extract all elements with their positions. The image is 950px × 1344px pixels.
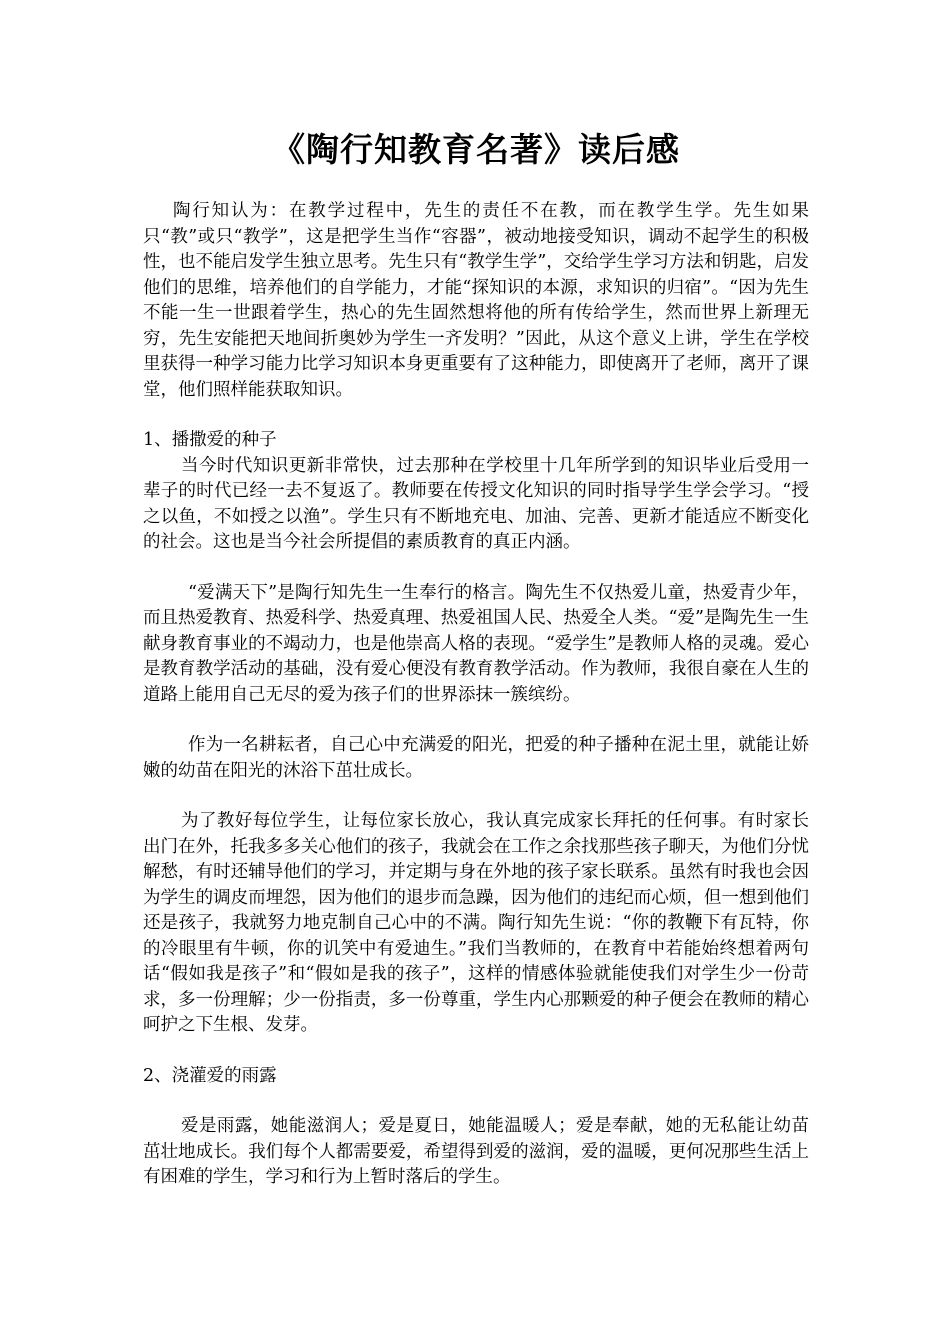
section1-paragraph-2: “爱满天下”是陶行知先生一生奉行的格言。陶先生不仅热爱儿童，热爱青少年，而且热爱教育、热爱科学、热爱真理、热爱祖国人民、热爱全人类。“爱”是陶先生一生献身教育事业的不竭动力，也是他崇高人格的表现。“爱学生”是教师人格的灵魂。爱心是教育教学活动的基础，没有爱心便没有教育教学活动。作为教师，我很自豪在人生的道路上能用自己无尽的爱为孩子们的世界添抹一簇缤纷。	[143, 582, 809, 705]
document-body	[143, 125, 809, 1191]
section1-paragraph-1: 当今时代知识更新非常快，过去那种在学校里十几年所学到的知识毕业后受用一辈子的时代已经一去不复返了。教师要在传授文化知识的同时指导学生学会学习。“授之以鱼，不如授之以渔”。学生只有不断地充电、加油、完善、更新才能适应不断变化的社会。这也是当今社会所提倡的素质教育的真正内涵。	[143, 455, 809, 552]
intro-paragraph: 陶行知认为：在教学过程中，先生的责任不在教，而在教学生学。先生如果只“教”或只“教学”，这是把学生当作“容器”，被动地接受知识，调动不起学生的积极性，也不能启发学生独立思考。先生只有“教学生学”，交给学生学习方法和钥匙，启发他们的思维，培养他们的自学能力，才能“探知识的本源，求知识的归宿”。“因为先生不能一生一世跟着学生，热心的先生固然想将他的所有传给学生，然而世界上新理无穷，先生安能把天地间折奥妙为学生一齐发明？”因此，从这个意义上讲，学生在学校里获得一种学习能力比学习知识本身更重要有了这种能力，即使离开了老师，离开了课堂，他们照样能获取知识。	[143, 201, 809, 400]
section-heading-1: 1、播撒爱的种子	[143, 430, 277, 450]
section2-paragraph-1: 爱是雨露，她能滋润人；爱是夏日，她能温暖人；爱是奉献，她的无私能让幼苗茁壮地成长。我们每个人都需要爱，希望得到爱的滋润，爱的温暖，更何况那些生活上有困难的学生，学习和行为上暂时落后的学生。	[143, 1116, 809, 1187]
section-heading-2: 2、浇灌爱的雨露	[143, 1065, 277, 1086]
spacer	[143, 403, 809, 428]
spacer	[143, 1039, 809, 1064]
spacer	[143, 708, 809, 733]
spacer	[143, 784, 809, 809]
section1-paragraph-3: 作为一名耕耘者，自己心中充满爱的阳光，把爱的种子播种在泥土里，就能让娇嫩的幼苗在阳光的沐浴下茁壮成长。	[143, 735, 809, 781]
document-title: 《陶行知教育名著》读后感	[272, 130, 680, 169]
section1-paragraph-4: 为了教好每位学生，让每位家长放心，我认真完成家长拜托的任何事。有时家长出门在外，托我多多关心他们的孩子，我就会在工作之余找那些孩子聊天，为他们分忧解愁，有时还辅导他们的学习，并定期与身在外地的孩子家长联系。虽然有时我也会因为学生的调皮而埋怨，因为他们的退步而急躁，因为他们的违纪而心烦，但一想到他们还是孩子，我就努力地克制自己心中的不满。陶行知先生说：“你的教鞭下有瓦特，你的冷眼里有牛顿，你的讥笑中有爱迪生。”我们当教师的，在教育中若能始终想着两句话“假如我是孩子”和“假如是我的孩子”，这样的情感体验就能使我们对学生少一份苛求，多一份理解；少一份指责，多一份尊重，学生内心那颗爱的种子便会在教师的精心呵护之下生根、发芽。	[143, 811, 809, 1035]
spacer	[143, 556, 809, 581]
spacer	[143, 1089, 809, 1114]
